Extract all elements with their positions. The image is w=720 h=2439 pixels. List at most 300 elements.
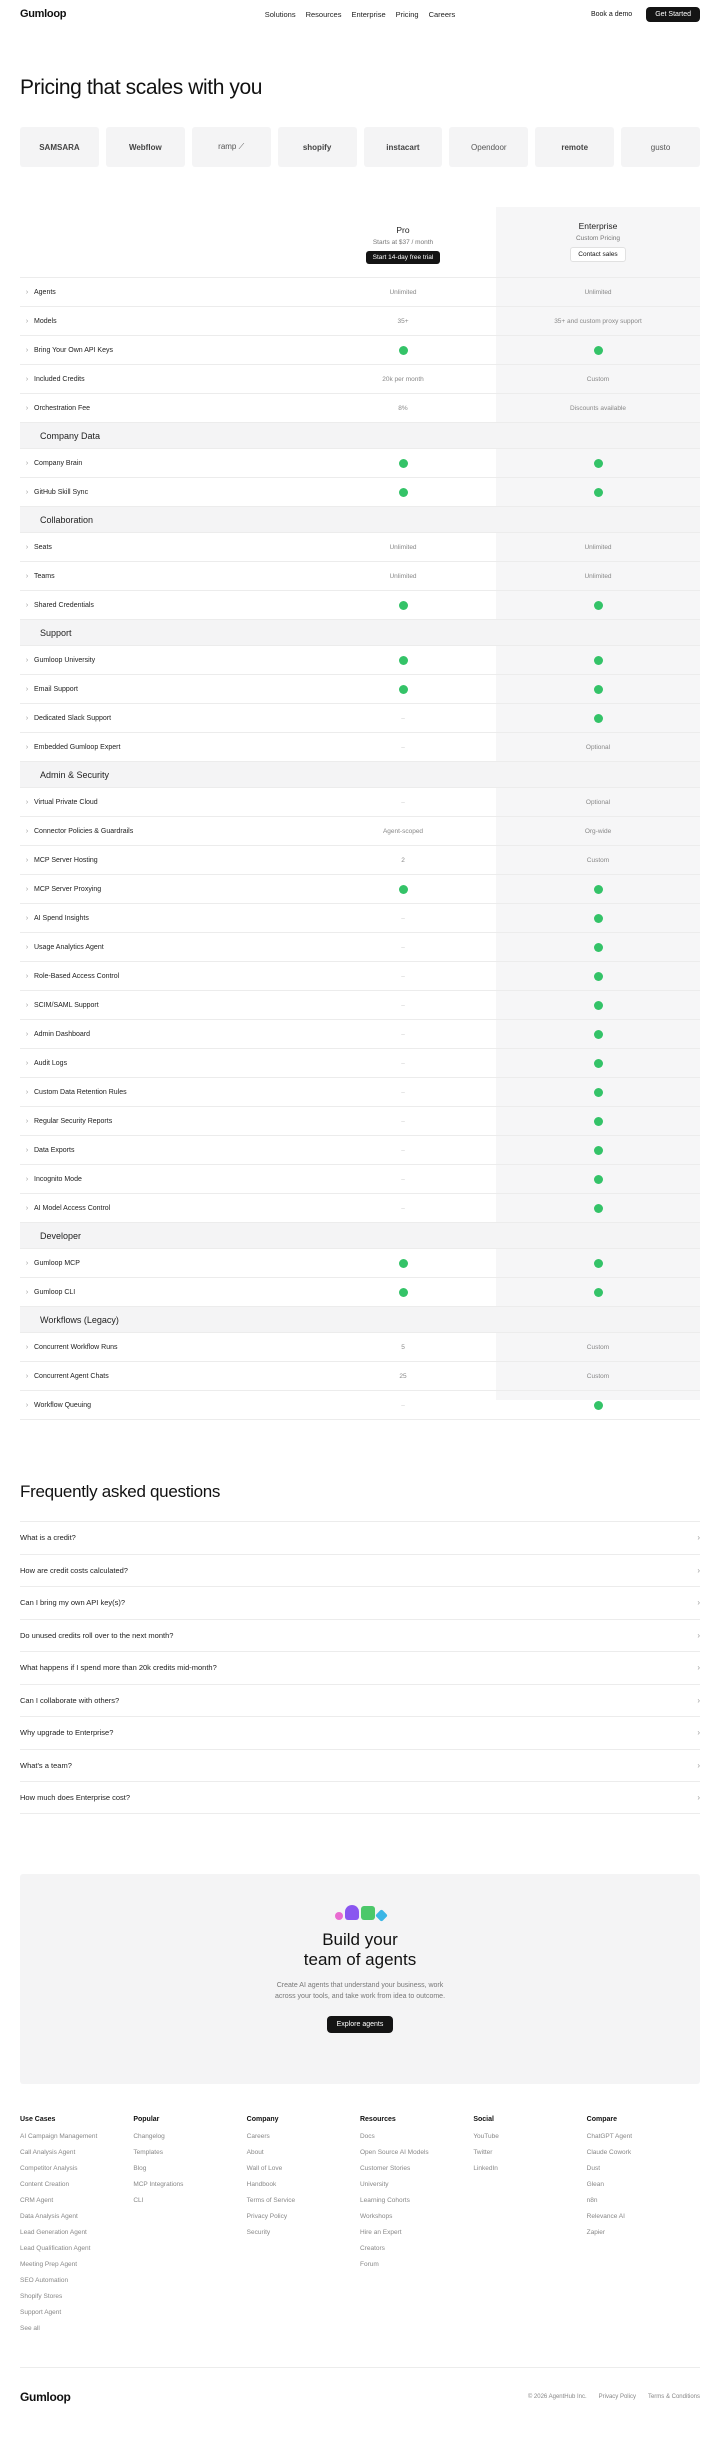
pro-value	[310, 685, 496, 694]
chevron-right-icon[interactable]: ›	[697, 1792, 700, 1802]
feature-name-cell	[20, 1205, 310, 1212]
feature-label: Orchestration Fee	[34, 404, 91, 412]
feature-row-bring-your-own-api-keys[interactable]	[20, 336, 700, 365]
chevron-right-icon[interactable]: ›	[25, 572, 29, 580]
footer-link[interactable]: Content Creation	[20, 2180, 70, 2188]
nav-actions	[585, 7, 700, 22]
footer-link[interactable]: Lead Qualification Agent	[20, 2244, 91, 2252]
footer-link[interactable]: Customer Stories	[359, 2164, 411, 2172]
footer-link[interactable]: YouTube	[473, 2132, 499, 2140]
chevron-right-icon[interactable]: ›	[697, 1630, 700, 1640]
pro-value	[310, 1031, 496, 1038]
pro-value	[310, 885, 496, 894]
feature-name-cell	[20, 744, 310, 751]
footer-link[interactable]: See all	[20, 2324, 40, 2332]
feature-label: Data Exports	[34, 1146, 75, 1154]
footer-link[interactable]: ChatGPT Agent	[586, 2132, 633, 2140]
feature-label: Embedded Gumloop Expert	[34, 743, 121, 751]
page-title: Pricing that scales with you	[20, 76, 263, 99]
dash-icon: –	[401, 1146, 405, 1154]
faq-item[interactable]	[20, 1586, 700, 1619]
feature-row-custom-data-retention-rules[interactable]	[20, 1078, 700, 1107]
feature-row-teams[interactable]	[20, 562, 700, 591]
chevron-right-icon[interactable]: ›	[25, 656, 29, 664]
feature-name-cell	[20, 1118, 310, 1125]
footer-link[interactable]: AI Campaign Management	[20, 2132, 98, 2140]
check-icon	[594, 1288, 603, 1297]
chevron-right-icon[interactable]: ›	[25, 885, 29, 893]
explore-agents-button[interactable]: Explore agents	[327, 2016, 394, 2033]
check-icon	[594, 1146, 603, 1155]
chevron-right-icon[interactable]: ›	[25, 914, 29, 922]
dash-icon: –	[401, 1401, 405, 1409]
footer-link[interactable]: Privacy Policy	[246, 2212, 288, 2220]
check-icon	[594, 1117, 603, 1126]
feature-row-role-based-access-control[interactable]	[20, 962, 700, 991]
feature-label: Dedicated Slack Support	[34, 714, 112, 722]
footer-link[interactable]: Twitter	[473, 2148, 493, 2156]
feature-name-cell	[20, 799, 310, 806]
footer-link[interactable]: About	[246, 2148, 264, 2156]
footer-link[interactable]: Shopify Stores	[20, 2292, 63, 2300]
pro-value	[310, 799, 496, 806]
dash-icon: –	[401, 943, 405, 951]
footer-column-use-cases	[20, 2116, 133, 2337]
footer-link[interactable]: Dust	[586, 2164, 601, 2172]
dash-icon: –	[401, 798, 405, 806]
pro-value	[310, 1205, 496, 1212]
chevron-right-icon[interactable]: ›	[697, 1598, 700, 1608]
feature-row-data-exports[interactable]	[20, 1136, 700, 1165]
footer-link[interactable]: Relevance AI	[586, 2212, 625, 2220]
feature-name-cell	[20, 715, 310, 722]
feature-row-gumloop-university[interactable]	[20, 646, 700, 675]
plan-headers	[20, 207, 700, 277]
chevron-right-icon[interactable]: ›	[697, 1533, 700, 1543]
feature-label: Custom Data Retention Rules	[34, 1088, 127, 1096]
footer-link[interactable]: Creators	[359, 2244, 385, 2252]
feature-row-company-brain[interactable]	[20, 449, 700, 478]
dash-icon: –	[401, 1088, 405, 1096]
footer-link[interactable]: CLI	[133, 2196, 144, 2204]
dash-icon: –	[401, 1204, 405, 1212]
feature-row-ai-spend-insights[interactable]	[20, 904, 700, 933]
feature-row-usage-analytics-agent[interactable]	[20, 933, 700, 962]
enterprise-value	[496, 488, 700, 497]
footer-link[interactable]: Templates	[133, 2148, 163, 2156]
check-icon	[399, 885, 408, 894]
footer-link[interactable]: SEO Automation	[20, 2276, 69, 2284]
footer-link[interactable]: University	[359, 2180, 389, 2188]
chevron-right-icon[interactable]: ›	[25, 1343, 29, 1351]
hero	[0, 28, 720, 99]
footer-link[interactable]: Forum	[359, 2260, 379, 2268]
footer-link[interactable]: Careers	[246, 2132, 270, 2140]
chevron-right-icon[interactable]: ›	[697, 1695, 700, 1705]
feature-row-orchestration-fee[interactable]	[20, 394, 700, 423]
footer-link[interactable]: Handbook	[246, 2180, 277, 2188]
feature-row-ai-model-access-control[interactable]	[20, 1194, 700, 1223]
feature-row-email-support[interactable]	[20, 675, 700, 704]
check-icon	[399, 601, 408, 610]
chevron-right-icon[interactable]: ›	[25, 1372, 29, 1380]
section-header-workflows-legacy: Workflows (Legacy)	[20, 1307, 700, 1333]
footer-link[interactable]: Wall of Love	[246, 2164, 283, 2172]
gumloop-logo[interactable]: Gumloop	[20, 8, 67, 20]
chevron-right-icon[interactable]: ›	[25, 375, 29, 383]
check-icon	[594, 1001, 603, 1010]
enterprise-value	[496, 1175, 700, 1184]
footer-heading: Compare	[586, 2115, 617, 2123]
pro-value	[310, 1176, 496, 1183]
enterprise-value: Optional	[585, 743, 611, 751]
feature-row-models[interactable]	[20, 307, 700, 336]
pro-value	[310, 1002, 496, 1009]
footer-link[interactable]: Workshops	[359, 2212, 393, 2220]
enterprise-value	[496, 1088, 700, 1097]
legal-links	[528, 2394, 700, 2400]
pro-value	[310, 1060, 496, 1067]
faq-item[interactable]	[20, 1521, 700, 1554]
chevron-right-icon[interactable]: ›	[25, 1401, 29, 1409]
faq-question: What's a team?	[20, 1760, 72, 1770]
feature-label: Included Credits	[34, 375, 85, 383]
feature-name-cell	[20, 1373, 310, 1380]
feature-name-cell	[20, 944, 310, 951]
footer-link[interactable]: Docs	[359, 2132, 375, 2140]
check-icon	[594, 1030, 603, 1039]
feature-row-regular-security-reports[interactable]	[20, 1107, 700, 1136]
pro-value: 2	[401, 856, 405, 864]
feature-row-gumloop-mcp[interactable]	[20, 1249, 700, 1278]
feature-label: Concurrent Agent Chats	[34, 1372, 109, 1380]
chevron-right-icon[interactable]: ›	[25, 1259, 29, 1267]
footer-link[interactable]: Open Source AI Models	[359, 2148, 429, 2156]
chevron-right-icon[interactable]: ›	[25, 1088, 29, 1096]
footer-link[interactable]: n8n	[586, 2196, 598, 2204]
footer-link[interactable]: MCP Integrations	[133, 2180, 184, 2188]
feature-name-cell	[20, 544, 310, 551]
pro-value	[310, 459, 496, 468]
feature-label: Admin Dashboard	[34, 1030, 91, 1038]
feature-row-scim-saml-support[interactable]	[20, 991, 700, 1020]
feature-name-cell	[20, 289, 310, 296]
faq-item[interactable]	[20, 1781, 700, 1814]
faq-question: How are credit costs calculated?	[20, 1565, 128, 1575]
check-icon	[594, 943, 603, 952]
feature-row-included-credits[interactable]	[20, 365, 700, 394]
pro-value: Unlimited	[389, 572, 417, 580]
feature-row-embedded-gumloop-expert[interactable]	[20, 733, 700, 762]
chevron-right-icon[interactable]: ›	[25, 1059, 29, 1067]
pro-value: Unlimited	[389, 288, 417, 296]
terms-link[interactable]: Terms & Conditions	[647, 2394, 700, 2400]
footer-link[interactable]: Terms of Service	[246, 2196, 296, 2204]
enterprise-value: Org-wide	[584, 827, 612, 835]
feature-name-cell	[20, 857, 310, 864]
faq-question: Why upgrade to Enterprise?	[20, 1728, 114, 1738]
feature-name-cell	[20, 1176, 310, 1183]
check-icon	[399, 656, 408, 665]
feature-label: Gumloop University	[34, 656, 96, 664]
enterprise-value	[496, 714, 700, 723]
logo-gusto: gusto	[621, 127, 700, 167]
logo-shopify: shopify	[278, 127, 357, 167]
cta-title-line2: team of agents	[303, 1949, 417, 1969]
faq-question: What happens if I spend more than 20k credits mid-month?	[20, 1663, 217, 1673]
chevron-right-icon[interactable]: ›	[25, 685, 29, 693]
pro-value: Agent-scoped	[382, 827, 424, 835]
feature-row-concurrent-workflow-runs[interactable]	[20, 1333, 700, 1362]
feature-name-cell	[20, 886, 310, 893]
chevron-right-icon[interactable]: ›	[25, 317, 29, 325]
enterprise-value	[496, 1401, 700, 1410]
chevron-right-icon[interactable]: ›	[25, 404, 29, 412]
section-header-support: Support	[20, 620, 700, 646]
contact-sales-button[interactable]: Contact sales	[570, 247, 625, 262]
feature-label: Workflow Queuing	[34, 1401, 92, 1409]
faq-item[interactable]	[20, 1716, 700, 1749]
chevron-right-icon[interactable]: ›	[697, 1760, 700, 1770]
chevron-right-icon[interactable]: ›	[25, 288, 29, 296]
feature-label: MCP Server Hosting	[34, 856, 98, 864]
nav-link-enterprise[interactable]: Enterprise	[351, 9, 386, 19]
chevron-right-icon[interactable]: ›	[25, 943, 29, 951]
dash-icon: –	[401, 1001, 405, 1009]
feature-label: Audit Logs	[34, 1059, 68, 1067]
privacy-link[interactable]: Privacy Policy	[598, 2394, 636, 2400]
check-icon	[399, 488, 408, 497]
feature-label: MCP Server Proxying	[34, 885, 102, 893]
pro-value	[310, 1259, 496, 1268]
feature-row-gumloop-cli[interactable]	[20, 1278, 700, 1307]
faq-question: Can I collaborate with others?	[20, 1695, 120, 1705]
feature-name-cell	[20, 1147, 310, 1154]
footer-link[interactable]: Call Analysis Agent	[20, 2148, 76, 2156]
chevron-right-icon[interactable]: ›	[25, 459, 29, 467]
dash-icon: –	[401, 1175, 405, 1183]
chevron-right-icon[interactable]: ›	[25, 543, 29, 551]
nav-link-pricing[interactable]: Pricing	[395, 9, 419, 19]
chevron-right-icon[interactable]: ›	[697, 1728, 700, 1738]
enterprise-value: Unlimited	[584, 288, 612, 296]
footer-logo[interactable]: Gumloop	[20, 2390, 71, 2404]
footer-link[interactable]: Lead Generation Agent	[20, 2228, 87, 2236]
footer-link[interactable]: Learning Cohorts	[359, 2196, 410, 2204]
chevron-right-icon[interactable]: ›	[25, 1146, 29, 1154]
feature-row-mcp-server-hosting[interactable]	[20, 846, 700, 875]
chevron-right-icon[interactable]: ›	[25, 972, 29, 980]
pro-value	[310, 488, 496, 497]
enterprise-value	[496, 1030, 700, 1039]
feature-row-shared-credentials[interactable]	[20, 591, 700, 620]
faq-item[interactable]	[20, 1619, 700, 1652]
check-icon	[399, 346, 408, 355]
feature-row-audit-logs[interactable]	[20, 1049, 700, 1078]
check-icon	[594, 972, 603, 981]
faq-question: What is a credit?	[20, 1533, 76, 1543]
feature-row-connector-policies-guardrails[interactable]	[20, 817, 700, 846]
feature-row-seats[interactable]	[20, 533, 700, 562]
footer-heading: Resources	[359, 2115, 396, 2123]
feature-label: SCIM/SAML Support	[34, 1001, 99, 1009]
feature-row-dedicated-slack-support[interactable]	[20, 704, 700, 733]
nav-link-careers[interactable]: Careers	[428, 9, 456, 19]
feature-name-cell	[20, 489, 310, 496]
plan-enterprise-price: Custom Pricing	[575, 235, 621, 242]
feature-row-workflow-queuing[interactable]	[20, 1391, 700, 1420]
feature-row-incognito-mode[interactable]	[20, 1165, 700, 1194]
faq-item[interactable]	[20, 1651, 700, 1684]
footer-link[interactable]: Glean	[586, 2180, 604, 2188]
faq-question: Can I bring my own API key(s)?	[20, 1598, 126, 1608]
feature-name-cell	[20, 1260, 310, 1267]
chevron-right-icon[interactable]: ›	[25, 1175, 29, 1183]
faq-item[interactable]	[20, 1684, 700, 1717]
chevron-right-icon[interactable]: ›	[25, 1204, 29, 1212]
feature-row-agents[interactable]	[20, 278, 700, 307]
faq-question: How much does Enterprise cost?	[20, 1792, 131, 1802]
customer-logos	[0, 99, 720, 167]
dash-icon: –	[401, 972, 405, 980]
logo-webflow: Webflow	[106, 127, 185, 167]
feature-name-cell	[20, 657, 310, 664]
footer-link[interactable]: Blog	[133, 2164, 147, 2172]
feature-name-cell	[20, 460, 310, 467]
enterprise-value	[496, 1117, 700, 1126]
get-started-button[interactable]: Get Started	[646, 7, 700, 22]
feature-name-cell	[20, 1089, 310, 1096]
faq-question: Do unused credits roll over to the next month?	[20, 1630, 174, 1640]
feature-name-cell	[20, 1289, 310, 1296]
cta-banner	[20, 1874, 700, 2084]
enterprise-value	[496, 601, 700, 610]
section-header-developer: Developer	[20, 1223, 700, 1249]
book-demo-button[interactable]: Book a demo	[590, 10, 633, 18]
dash-icon: –	[401, 714, 405, 722]
chevron-right-icon[interactable]: ›	[25, 827, 29, 835]
faq-list	[20, 1521, 700, 1814]
section-header-collaboration: Collaboration	[20, 507, 700, 533]
check-icon	[594, 488, 603, 497]
copyright: © 2026 AgentHub Inc.	[527, 2394, 587, 2400]
nav-link-resources[interactable]: Resources	[305, 9, 342, 19]
nav-links	[265, 10, 456, 19]
footer-link[interactable]: Zapier	[586, 2228, 606, 2236]
check-icon	[399, 685, 408, 694]
feature-label: Role-Based Access Control	[34, 972, 120, 980]
faq-item[interactable]	[20, 1554, 700, 1587]
check-icon	[594, 685, 603, 694]
feature-row-virtual-private-cloud[interactable]	[20, 788, 700, 817]
check-icon	[594, 1088, 603, 1097]
check-icon	[594, 914, 603, 923]
footer-link[interactable]: Data Analysis Agent	[20, 2212, 78, 2220]
chevron-right-icon[interactable]: ›	[697, 1663, 700, 1673]
enterprise-value	[496, 1001, 700, 1010]
enterprise-value: Optional	[585, 798, 611, 806]
enterprise-value	[496, 346, 700, 355]
chevron-right-icon[interactable]: ›	[25, 798, 29, 806]
footer-link[interactable]: Support Agent	[20, 2308, 62, 2316]
chevron-right-icon[interactable]: ›	[25, 1288, 29, 1296]
enterprise-value	[496, 1146, 700, 1155]
feature-row-admin-dashboard[interactable]	[20, 1020, 700, 1049]
feature-name-cell	[20, 973, 310, 980]
chevron-right-icon[interactable]: ›	[25, 1030, 29, 1038]
feature-row-concurrent-agent-chats[interactable]	[20, 1362, 700, 1391]
footer-link[interactable]: LinkedIn	[473, 2164, 498, 2172]
feature-label: Incognito Mode	[34, 1175, 82, 1183]
footer-link[interactable]: Security	[246, 2228, 271, 2236]
check-icon	[594, 1059, 603, 1068]
top-nav	[0, 0, 720, 28]
plan-enterprise-name: Enterprise	[578, 221, 618, 231]
feature-row-mcp-server-proxying[interactable]	[20, 875, 700, 904]
footer-link[interactable]: Competitor Analysis	[20, 2164, 78, 2172]
enterprise-value: Unlimited	[584, 572, 612, 580]
footer-column-compare	[587, 2116, 700, 2337]
chevron-right-icon[interactable]: ›	[25, 1117, 29, 1125]
enterprise-value: Custom	[586, 1372, 610, 1380]
feature-label: Regular Security Reports	[34, 1117, 113, 1125]
pro-value	[310, 346, 496, 355]
faq-item[interactable]	[20, 1749, 700, 1782]
chevron-right-icon[interactable]: ›	[25, 856, 29, 864]
feature-name-cell	[20, 347, 310, 354]
feature-name-cell	[20, 1002, 310, 1009]
pro-value	[310, 1118, 496, 1125]
footer-link[interactable]: Hire an Expert	[359, 2228, 402, 2236]
enterprise-value	[496, 943, 700, 952]
feature-rows	[20, 277, 700, 1420]
check-icon	[594, 601, 603, 610]
enterprise-value	[496, 656, 700, 665]
footer-link[interactable]: Changelog	[133, 2132, 165, 2140]
pro-value	[310, 1402, 496, 1409]
enterprise-value	[496, 1059, 700, 1068]
plan-pro-price: Starts at $37 / month	[372, 239, 434, 246]
dash-icon: –	[401, 914, 405, 922]
chevron-right-icon[interactable]: ›	[25, 488, 29, 496]
nav-link-solutions[interactable]: Solutions	[264, 9, 296, 19]
chevron-right-icon[interactable]: ›	[697, 1565, 700, 1575]
footer-link[interactable]: CRM Agent	[20, 2196, 54, 2204]
chevron-right-icon[interactable]: ›	[25, 346, 29, 354]
feature-label: Gumloop MCP	[34, 1259, 80, 1267]
check-icon	[594, 1259, 603, 1268]
chevron-right-icon[interactable]: ›	[25, 1001, 29, 1009]
chevron-right-icon[interactable]: ›	[25, 743, 29, 751]
enterprise-value	[496, 885, 700, 894]
feature-label: Connector Policies & Guardrails	[34, 827, 134, 835]
footer-link[interactable]: Claude Cowork	[586, 2148, 632, 2156]
feature-name-cell	[20, 1060, 310, 1067]
feature-name-cell	[20, 915, 310, 922]
feature-row-github-skill-sync[interactable]	[20, 478, 700, 507]
enterprise-value	[496, 459, 700, 468]
start-trial-button[interactable]: Start 14-day free trial	[366, 251, 441, 264]
pro-value	[310, 915, 496, 922]
feature-name-cell	[20, 405, 310, 412]
enterprise-value	[496, 1288, 700, 1297]
faq-section	[0, 1420, 720, 1814]
chevron-right-icon[interactable]: ›	[25, 601, 29, 609]
pro-value	[310, 973, 496, 980]
chevron-right-icon[interactable]: ›	[25, 714, 29, 722]
pro-value: 25	[399, 1372, 407, 1380]
footer-link[interactable]: Meeting Prep Agent	[20, 2260, 78, 2268]
